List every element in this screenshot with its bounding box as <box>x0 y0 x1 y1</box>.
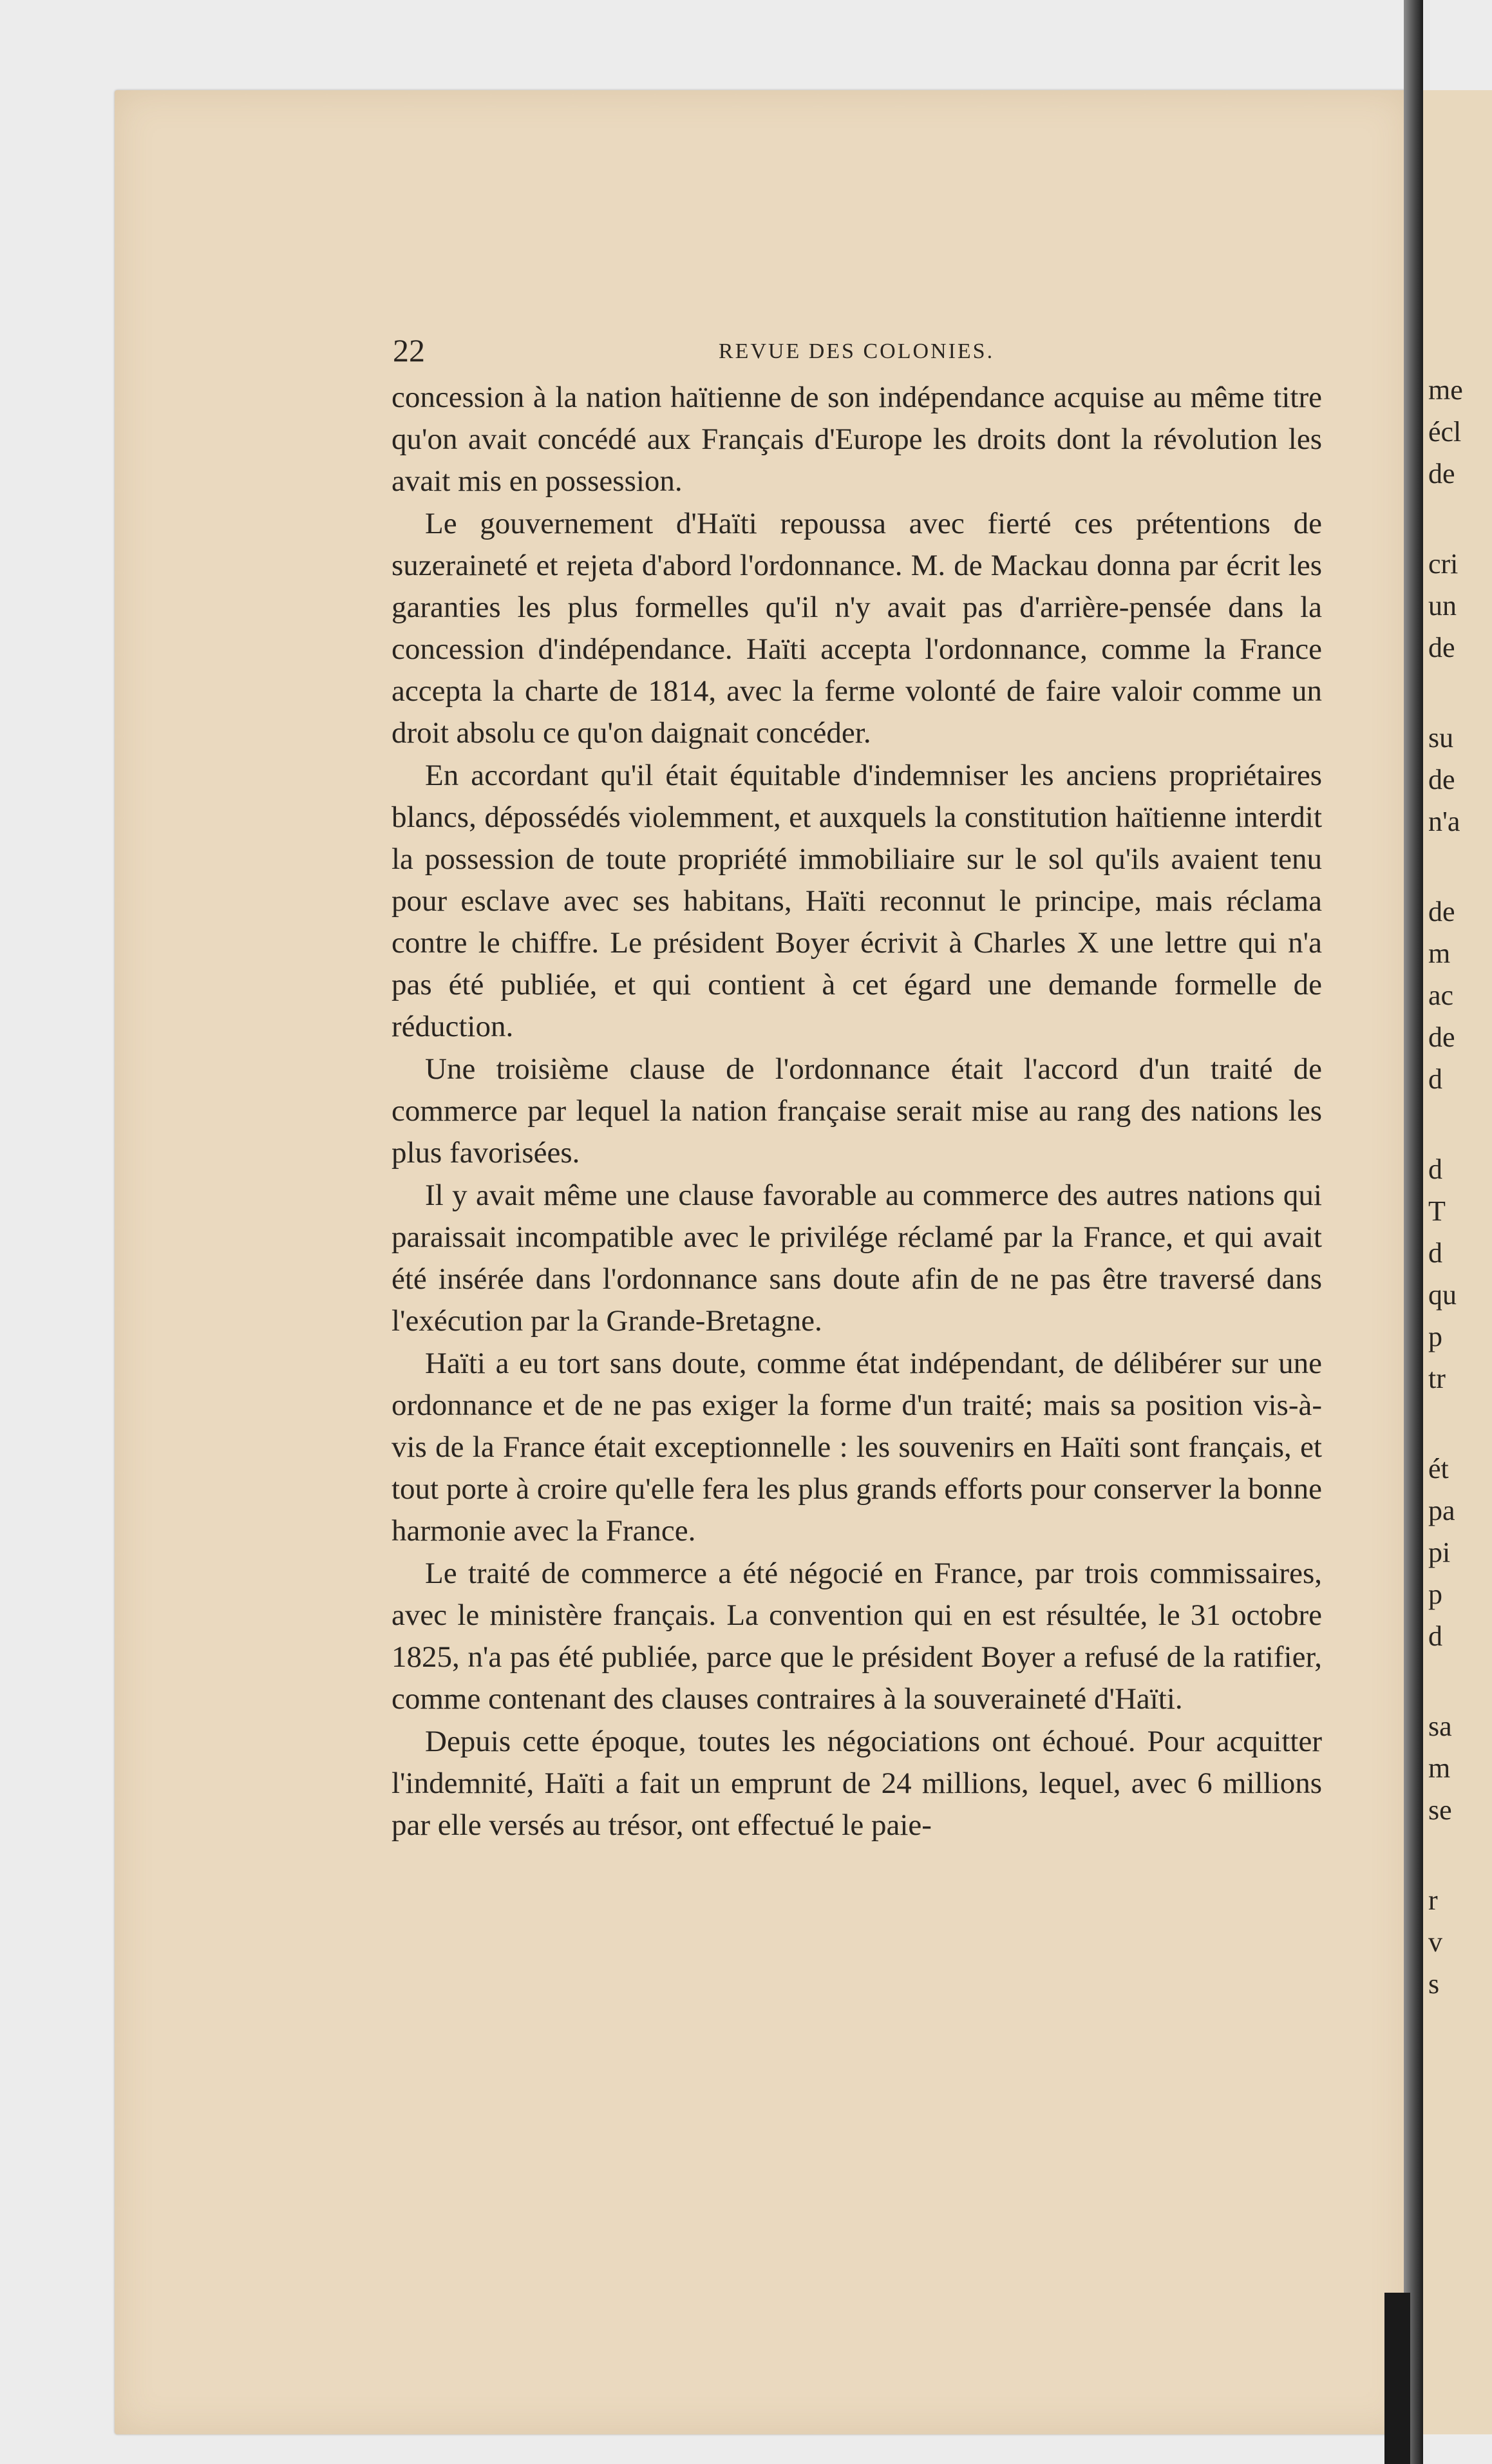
facing-page-fragment: me <box>1428 374 1463 406</box>
facing-page-fragment: un <box>1428 590 1457 621</box>
facing-page-fragment: sa <box>1428 1711 1452 1742</box>
facing-page-fragment: p <box>1428 1578 1442 1610</box>
facing-page-fragment: p <box>1428 1321 1442 1352</box>
facing-page-fragment: de <box>1428 632 1455 663</box>
facing-page-fragment: v <box>1428 1926 1442 1958</box>
paragraph: Il y avait même une clause favorable au commerce des autres nations qui paraissait incompatible avec le privilége réclamé par la France, et qui avait été insérée dans l'ordonnance sans doute afin de ne pas être traversé dans l'exécution par la Grande-Bretagne. <box>392 1179 1322 1338</box>
facing-page-fragment: de <box>1428 896 1455 927</box>
facing-page-fragment: se <box>1428 1794 1452 1826</box>
page-number: 22 <box>393 332 425 368</box>
facing-page-fragment: cri <box>1428 548 1459 580</box>
facing-page-fragment: m <box>1428 1752 1451 1784</box>
facing-page-fragment: qu <box>1428 1279 1457 1311</box>
paragraph: concession à la nation haïtienne de son indépendance acquise au même titre qu'on avait concédé aux Français d'Europe les droits dont la révolution les avait mis en possession. <box>392 381 1322 498</box>
facing-page-fragment: m <box>1428 938 1451 969</box>
paragraph: Une troisième clause de l'ordonnance était l'accord d'un traité de commerce par lequel la nation française serait mise au rang des nations les plus favorisées. <box>392 1052 1322 1170</box>
facing-page-fragment: écl <box>1428 416 1462 448</box>
facing-page-fragment: de <box>1428 458 1455 489</box>
paragraph: Depuis cette époque, toutes les négociations ont échoué. Pour acquitter l'indemnité, Haïti a fait un emprunt de 24 millions, lequel, avec 6 millions par elle versés au trésor, ont effectué le paie- <box>392 1725 1322 1842</box>
running-title: REVUE DES COLONIES. <box>718 339 995 363</box>
facing-page-fragment: r <box>1428 1884 1438 1916</box>
facing-page-fragment: d <box>1428 1237 1442 1269</box>
paragraph: Le traité de commerce a été négocié en France, par trois commissaires, avec le ministère français. La convention qui en est résultée, le 31 octobre 1825, n'a pas été publiée, parce que le président Boyer a refusé de la ratifier, comme contenant des clauses contraires à la souveraineté d'Haïti. <box>392 1557 1322 1716</box>
paragraph: Haïti a eu tort sans doute, comme état indépendant, de délibérer sur une ordonnance et de ne pas exiger la forme d'un traité; mais sa position vis-à-vis de la France était exceptionnelle : les souvenirs en Haïti sont français, et tout porte à croire qu'elle fera les plus grands efforts pour conserver la bonne harmonie avec la France. <box>392 1347 1322 1548</box>
facing-page-fragment: T <box>1428 1195 1446 1227</box>
paragraph: En accordant qu'il était équitable d'indemniser les anciens propriétaires blancs, dépossédés violemment, et auxquels la constitution haïtienne interdit la possession de toute propriété immobiliaire sur le sol qu'ils avaient tenu pour esclave avec ses habitans, Haïti reconnut le principe, mais réclama contre le chiffre. Le président Boyer écrivit à Charles X une lettre qui n'a pas été publiée, et qui contient à cet égard une demande formelle de réduction. <box>392 759 1322 1043</box>
facing-page-fragment: d <box>1428 1063 1442 1095</box>
facing-page-fragment: pi <box>1428 1537 1451 1568</box>
facing-page-fragment: d <box>1428 1620 1442 1652</box>
spine-shadow <box>1384 2293 1410 2464</box>
facing-page-fragment: su <box>1428 722 1454 753</box>
book-gutter <box>1404 0 1423 2464</box>
facing-page-fragment: de <box>1428 764 1455 795</box>
facing-page-fragment: ac <box>1428 980 1454 1011</box>
facing-page-fragment: d <box>1428 1153 1442 1185</box>
facing-page-edge <box>1423 90 1492 2434</box>
facing-page-fragment: de <box>1428 1021 1455 1053</box>
paragraph: Le gouvernement d'Haïti repoussa avec fierté ces prétentions de suzeraineté et rejeta d'abord l'ordonnance. M. de Mackau donna par écrit les garanties les plus formelles qu'il n'y avait pas d'arrière-pensée dans la concession d'indépendance. Haïti accepta l'ordonnance, comme la France accepta la charte de 1814, avec la ferme volonté de faire valoir comme un droit absolu ce qu'on daignait concéder. <box>392 507 1322 750</box>
page-header <box>393 332 1320 370</box>
facing-page-fragment: pa <box>1428 1495 1455 1526</box>
facing-page-fragment: n'a <box>1428 806 1460 837</box>
body-text <box>392 377 1322 1846</box>
facing-page-fragment: tr <box>1428 1363 1446 1394</box>
facing-page-fragment: ét <box>1428 1453 1449 1484</box>
facing-page-fragment: s <box>1428 1968 1440 2000</box>
